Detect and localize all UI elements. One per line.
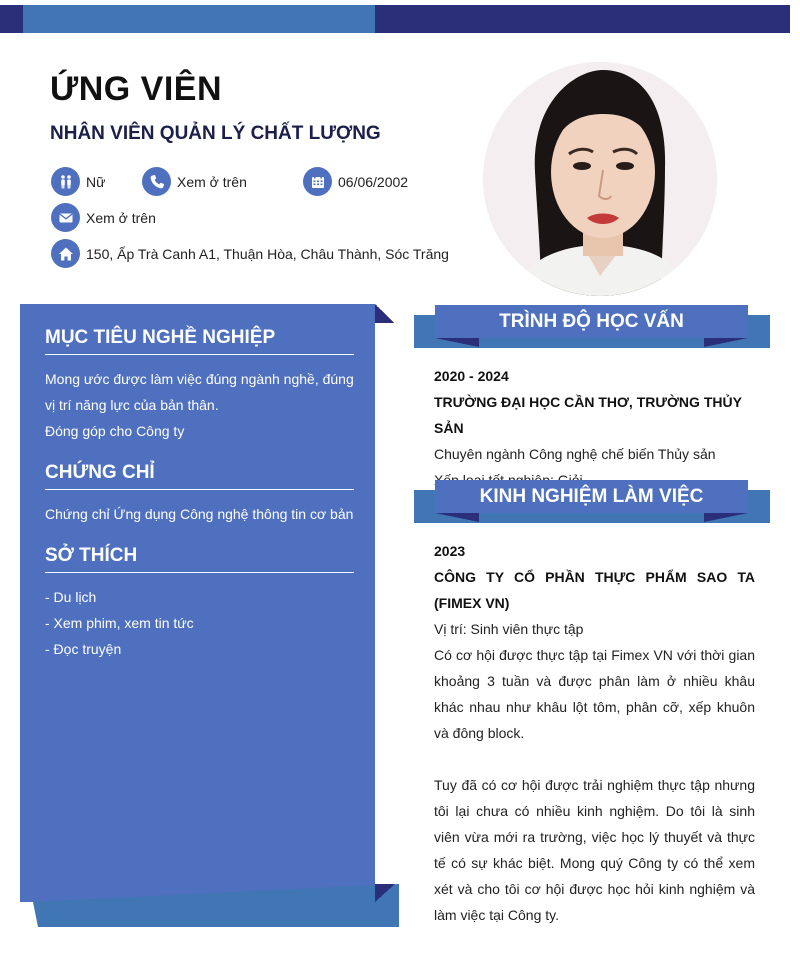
candidate-role: NHÂN VIÊN QUẢN LÝ CHẤT LƯỢNG [50,123,381,144]
info-phone [142,167,247,196]
education-period: 2020 - 2024 [434,368,509,384]
hobby-item: - Đọc truyện [45,641,122,657]
objective-title: MỤC TIÊU NGHỀ NGHIỆP [45,327,354,355]
objective-text [45,366,357,444]
experience-desc-2: Tuy đã có cơ hội được trải nghiệm thực tập nhưng tôi lại chưa có nhiều kinh nghiệm. Do tôi là sinh viên vừa mới ra trường, việc học lý thuyết và thực tế có sự khác biệt. Mong quý Công ty có thể xem xét và cho tôi cơ hội được học hỏi kinh nghiệm và làm việc tại Công ty. [434,777,755,923]
top-banner-light [23,5,375,33]
hobby-list [45,584,357,662]
objective-line: Mong ước được làm việc đúng ngành nghề, đúng [45,371,354,387]
phone-value: Xem ở trên [177,173,247,190]
education-title: TRÌNH ĐỘ HỌC VẤN [435,305,748,338]
gender-value: Nữ [86,173,106,190]
panel-bottom-fold [375,884,395,902]
hobby-item: - Du lịch [45,589,97,605]
panel-fold-top [375,304,394,323]
experience-title: KINH NGHIỆM LÀM VIỆC [435,480,748,513]
objective-line: Đóng góp cho Công ty [45,423,185,439]
email-icon [51,203,80,232]
objective-line: vị trí năng lực của bản thân. [45,397,219,413]
calendar-icon [303,167,332,196]
candidate-name: ỨNG VIÊN [50,70,223,108]
email-value: Xem ở trên [86,209,156,226]
birthday-value: 06/06/2002 [338,173,409,190]
hobby-title: SỞ THÍCH [45,545,354,573]
home-icon [51,239,80,268]
phone-icon [142,167,171,196]
cert-title: CHỨNG CHỈ [45,462,354,490]
info-gender [51,167,105,196]
paragraph-spacer [434,746,755,772]
experience-year: 2023 [434,543,466,559]
candidate-photo [483,62,717,296]
experience-body [434,538,755,928]
experience-company: CÔNG TY CỔ PHẦN THỰC PHẨM SAO TA (FIMEX VN) [434,569,755,611]
hobby-item: - Xem phim, xem tin tức [45,615,194,631]
gender-icon [51,167,80,196]
education-body [434,363,755,493]
education-major: Chuyên ngành Công nghệ chế biến Thủy sản [434,446,716,462]
address-value: 150, Ấp Trà Canh A1, Thuận Hòa, Châu Thành, Sóc Trăng [86,245,449,262]
cert-text: Chứng chỉ Ứng dụng Công nghệ thông tin cơ bản [45,506,354,522]
education-school: TRƯỜNG ĐẠI HỌC CẦN THƠ, TRƯỜNG THỦY SẢN [434,394,742,436]
info-birthday [303,167,408,196]
info-address [51,239,449,268]
experience-position: Vị trí: Sinh viên thực tập [434,621,584,637]
info-email [51,203,156,232]
experience-desc-1: Có cơ hội được thực tập tại Fimex VN với thời gian khoảng 3 tuần và được phân làm ở nhiều khâu khác nhau như khâu lột tôm, phân cỡ, xếp khuôn và đông block. [434,647,755,741]
